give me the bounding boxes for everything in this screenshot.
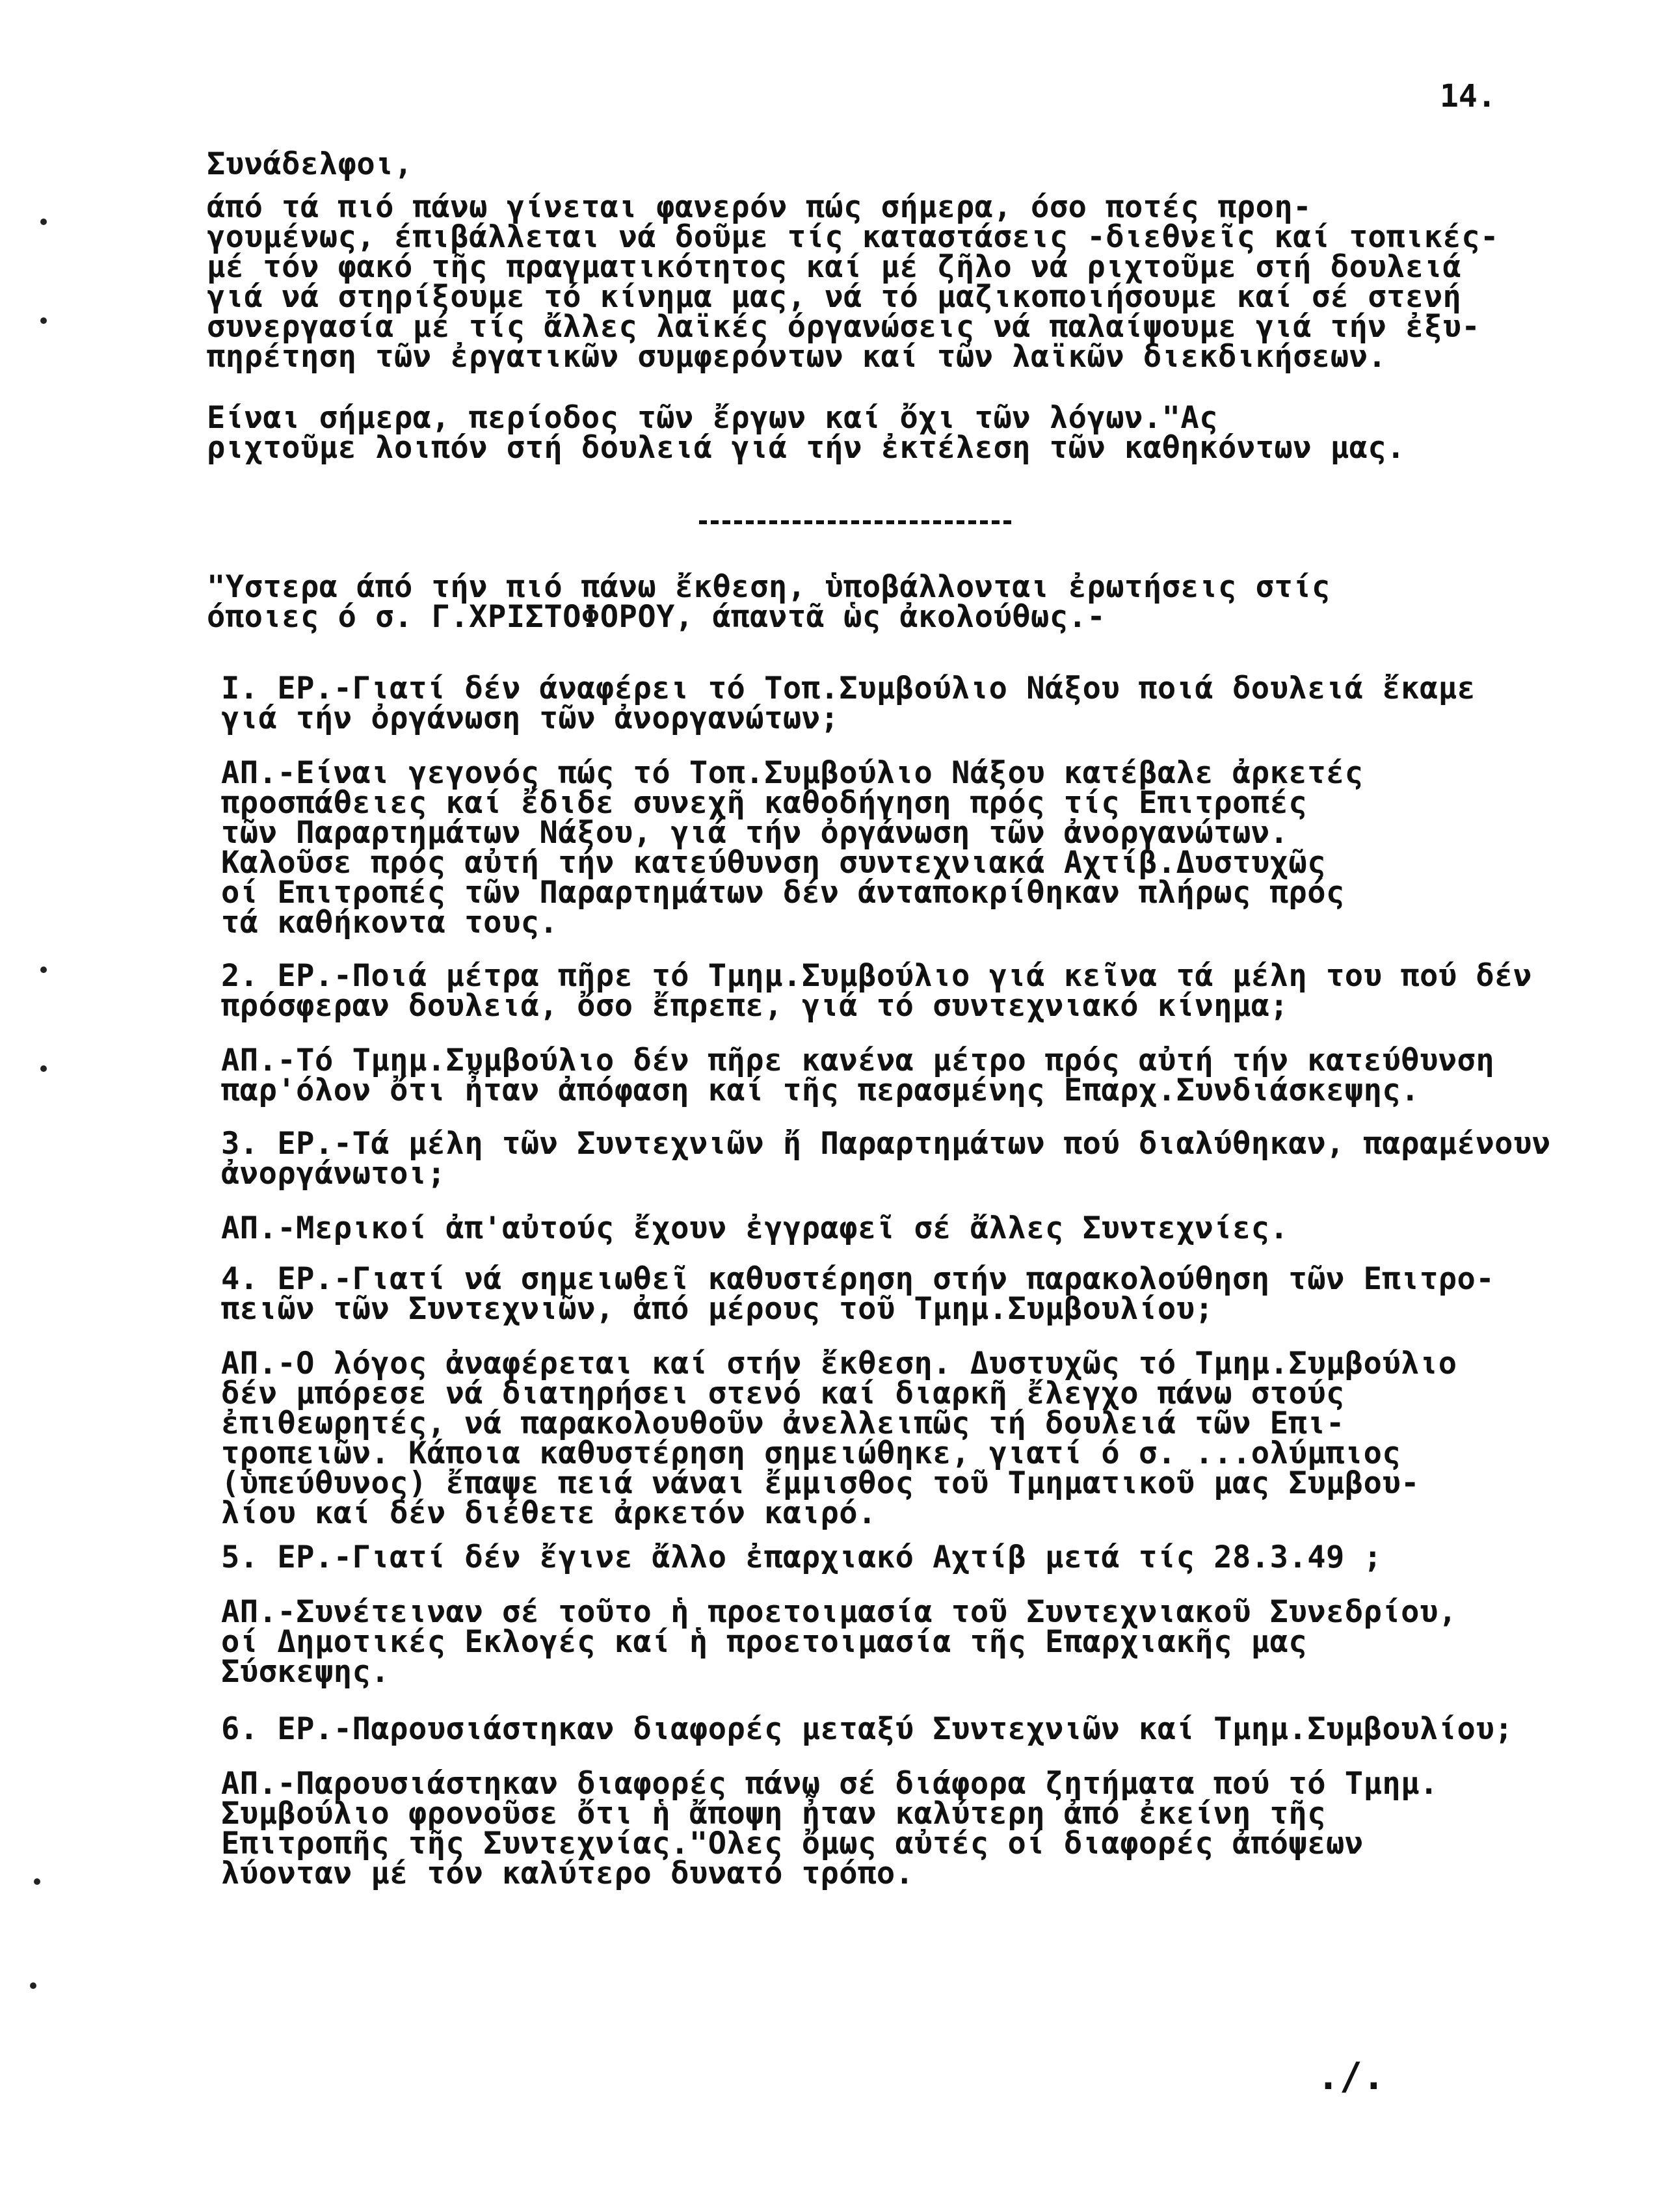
question-line: 3. ΕΡ.-Τά μέλη τῶν Συντεχνιῶν ἤ Παραρτημάτων πού διαλύθηκαν, παραμένουν [221,1126,1551,1162]
question-line: 6. ΕΡ.-Παρουσιάστηκαν διαφορές μεταξύ Συντεχνιῶν καί Τμημ.Συμβουλίου; [221,1711,1513,1747]
margin-speck [40,219,47,225]
answer-line: ΑΠ.-Παρουσιάστηκαν διαφορές πάνω σέ διάφορα ζητήματα πού τό Τμημ. [221,1766,1438,1802]
text-line: ριχτοῦμε λοιπόν στή δουλειά γιά τήν ἐκτέλεση τῶν καθηκόντων μας. [207,430,1405,466]
text-line: Συνάδελφοι, [207,146,413,182]
question-line: γιά τήν ὀργάνωση τῶν ἀνοργανώτων; [221,700,840,736]
answer-line: δέν μπόρεσε νά διατηρήσει στενό καί διαρκῆ ἔλεγχο πάνω στούς [221,1376,1345,1411]
text-line: μέ τόν φακό τῆς πραγματικότητος καί μέ ζῆλο νά ριχτοῦμε στή δουλειά [207,249,1462,285]
answer-line: οί Επιτροπές τῶν Παραρτημάτων δέν άνταποκρίθηκαν πλήρως πρός [221,875,1345,911]
page-number: 14. [1440,78,1496,114]
margin-speck [40,966,47,973]
answer-line: τῶν Παραρτημάτων Νάξου, γιά τήν ὀργάνωση τῶν ἀνοργανώτων. [221,815,1289,851]
question-line: 2. ΕΡ.-Ποιά μέτρα πῆρε τό Τμημ.Συμβούλιο γιά κεῖνα τά μέλη του πού δέν [221,958,1532,994]
question-line: ἀνοργάνωτοι; [221,1156,446,1192]
text-line: γουμένως, έπιβάλλεται νά δοῦμε τίς καταστάσεις -διεθνεῖς καί τοπικές- [207,219,1499,255]
answer-line: ΑΠ.-Ο λόγος ἀναφέρεται καί στήν ἔκθεση. Δυστυχῶς τό Τμημ.Συμβούλιο [221,1346,1457,1381]
margin-speck [40,1065,47,1072]
margin-speck [34,1878,40,1885]
question-line: 5. ΕΡ.-Γιατί δέν ἔγινε ἄλλο ἐπαρχιακό Αχτίβ μετά τίς 28.3.49 ; [221,1539,1383,1575]
text-line: γιά νά στηρίξουμε τό κίνημα μας, νά τό μαζικοποιήσουμε καί σέ στενή [207,279,1462,315]
question-line: 4. ΕΡ.-Γιατί νά σημειωθεῖ καθυστέρηση στήν παρακολούθηση τῶν Επιτρο- [221,1261,1495,1297]
answer-line: προσπάθειες καί ἔδιδε συνεχῆ καθοδήγηση πρός τίς Επιτροπές [221,785,1308,821]
text-line: πηρέτηση τῶν ἐργατικῶν συμφερόντων καί τῶν λαϊκῶν διεκδικήσεων. [207,339,1387,375]
answer-line: (ὑπεύθυνος) ἔπαψε πειά νάναι ἔμμισθος τοῦ Τμηματικοῦ μας Συμβου- [221,1465,1420,1501]
answer-line: ΑΠ.-Συνέτειναν σέ τοῦτο ἡ προετοιμασία τοῦ Συντεχνιακοῦ Συνεδρίου, [221,1594,1457,1630]
answer-line: παρ'όλον ὄτι ἦταν ἀπόφαση καί τῆς περασμένης Επαρχ.Συνδιάσκεψης. [221,1073,1420,1108]
text-line: συνεργασία μέ τίς ἄλλες λαϊκές όργανώσεις νά παλαίψουμε γιά τήν ἐξυ- [207,309,1481,345]
answer-line: ΑΠ.-Τό Τμημ.Συμβούλιο δέν πῆρε κανένα μέτρο πρός αὐτή τήν κατεύθυνση [221,1043,1495,1078]
answer-line: τά καθήκοντα τους. [221,905,559,940]
text-line: Είναι σήμερα, περίοδος τῶν ἔργων καί ὄχι τῶν λόγων."Ας [207,400,1219,436]
answer-line: ΑΠ.-Είναι γεγονός πώς τό Τοπ.Συμβούλιο Νάξου κατέβαλε ἀρκετές [221,755,1364,791]
answer-line: λύονταν μέ τόν καλύτερο δυνατό τρόπο. [221,1856,914,1891]
separator-line [699,520,1011,524]
question-line: I. ΕΡ.-Γιατί δέν άναφέρει τό Τοπ.Συμβούλιο Νάξου ποιά δουλειά ἔκαμε [221,671,1476,706]
answer-line: ἐπιθεωρητές, νά παρακολουθοῦν ἀνελλειπῶς τή δουλειά τῶν Επι- [221,1406,1345,1441]
text-line: όποιες ό σ. Γ.ΧΡΙΣΤΟΦΟΡΟΥ, άπαντᾶ ὡς ἀκολούθως.- [207,599,1106,635]
question-line: πειῶν τῶν Συντεχνιῶν, ἀπό μέρους τοῦ Τμημ.Συμβουλίου; [221,1291,1214,1327]
answer-line: λίου καί δέν διέθετε ἀρκετόν καιρό. [221,1495,877,1531]
question-line: πρόσφεραν δουλειά, ὄσο ἔπρεπε, γιά τό συντεχνιακό κίνημα; [221,988,1289,1024]
margin-speck [30,1982,36,1989]
continuation-mark: ./. [1317,2054,1385,2098]
answer-line: Επιτροπῆς τῆς Συντεχνίας."Ολες ὄμως αὐτές οί διαφορές ἀπόψεων [221,1826,1364,1861]
text-line: άπό τά πιό πάνω γίνεται φανερόν πώς σήμερα, όσο ποτές προη- [207,189,1312,225]
answer-line: τροπειῶν. Κάποια καθυστέρηση σημειώθηκε, γιατί ό σ. ...ολύμπιος [221,1435,1401,1471]
answer-line: ΑΠ.-Μερικοί ἀπ'αὐτούς ἔχουν ἐγγραφεῖ σέ ἄλλες Συντεχνίες. [221,1210,1289,1246]
answer-line: Καλοῦσε πρός αὐτή τήν κατεύθυνση συντεχνιακά Αχτίβ.Δυστυχῶς [221,845,1326,881]
answer-line: Συμβούλιο φρονοῦσε ὄτι ἡ ἄποψη ἦταν καλύτερη ἀπό ἐκείνη τῆς [221,1796,1326,1832]
margin-speck [40,317,47,324]
answer-line: οί Δημοτικές Εκλογές καί ἡ προετοιμασία τῆς Επαρχιακῆς μας [221,1624,1308,1660]
answer-line: Σύσκεψης. [221,1654,390,1690]
text-line: "Υστερα άπό τήν πιό πάνω ἔκθεση, ὑποβάλλονται ἐρωτήσεις στίς [207,569,1331,605]
